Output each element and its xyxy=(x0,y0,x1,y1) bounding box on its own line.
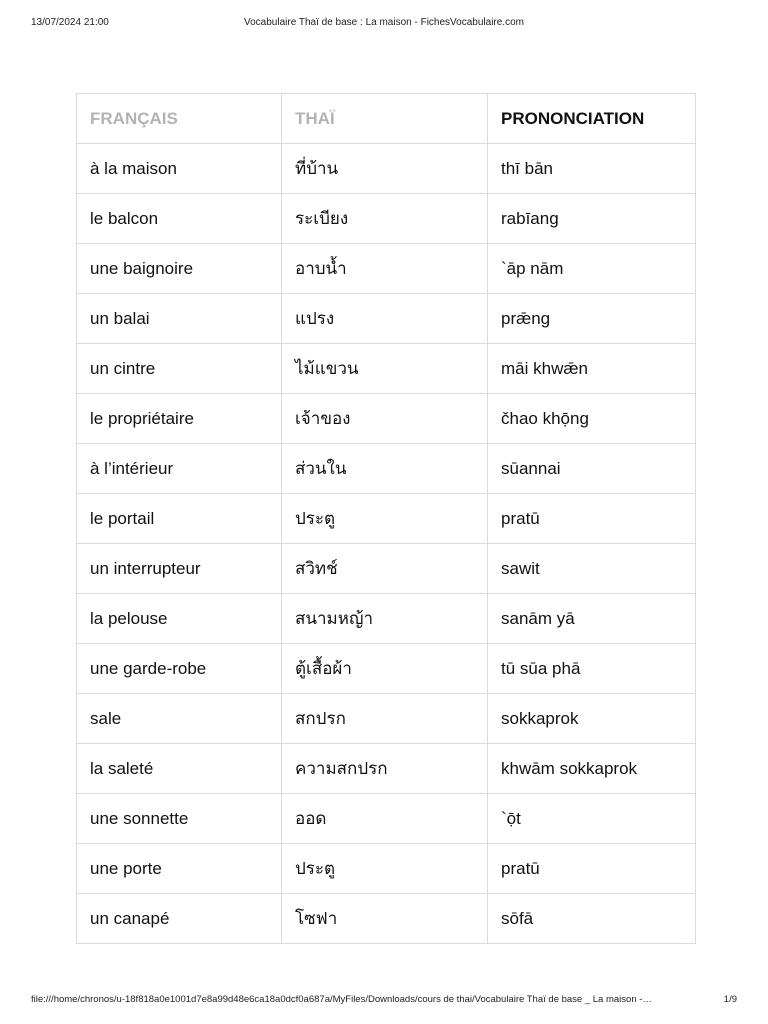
cell-pronunciation: rabīang xyxy=(488,194,696,244)
cell-thai: ประตู xyxy=(282,494,488,544)
cell-pronunciation: khwām sokkaprok xyxy=(488,744,696,794)
cell-pronunciation: thī bān xyxy=(488,144,696,194)
cell-thai: เจ้าของ xyxy=(282,394,488,444)
table-row xyxy=(77,344,696,394)
cell-pronunciation: sōfā xyxy=(488,894,696,944)
cell-french: un canapé xyxy=(77,894,282,944)
table-row xyxy=(77,594,696,644)
cell-thai: ส่วนใน xyxy=(282,444,488,494)
cell-pronunciation: māi khwǣn xyxy=(488,344,696,394)
vocabulary-table xyxy=(76,93,696,944)
cell-pronunciation: tū sūa phā xyxy=(488,644,696,694)
column-header-french: FRANÇAIS xyxy=(77,94,282,144)
cell-french: une garde-robe xyxy=(77,644,282,694)
cell-thai: อาบน้ำ xyxy=(282,244,488,294)
cell-thai: สนามหญ้า xyxy=(282,594,488,644)
cell-french: le propriétaire xyxy=(77,394,282,444)
cell-pronunciation: sokkaprok xyxy=(488,694,696,744)
cell-pronunciation: sūannai xyxy=(488,444,696,494)
table-header-row xyxy=(77,94,696,144)
print-datetime: 13/07/2024 21:00 xyxy=(31,17,109,28)
table-row xyxy=(77,844,696,894)
table-row xyxy=(77,494,696,544)
cell-french: la saleté xyxy=(77,744,282,794)
cell-french: le portail xyxy=(77,494,282,544)
cell-french: sale xyxy=(77,694,282,744)
file-url: file:///home/chronos/u-18f818a0e1001d7e8a99d48e6ca18a0dcf0a687a/MyFiles/Downloads/cours de thai/Vocabulaire Thaï de base _ La maison -… xyxy=(31,994,652,1005)
cell-thai: สกปรก xyxy=(282,694,488,744)
cell-pronunciation: `ọ̄t xyxy=(488,794,696,844)
table-row xyxy=(77,744,696,794)
cell-thai: ออด xyxy=(282,794,488,844)
cell-french: à la maison xyxy=(77,144,282,194)
table-row xyxy=(77,794,696,844)
table-row xyxy=(77,694,696,744)
cell-french: une porte xyxy=(77,844,282,894)
cell-thai: ประตู xyxy=(282,844,488,894)
print-footer xyxy=(31,994,737,1006)
cell-thai: ความสกปรก xyxy=(282,744,488,794)
cell-pronunciation: pratū xyxy=(488,494,696,544)
cell-pronunciation: sanām yā xyxy=(488,594,696,644)
cell-thai: โซฟา xyxy=(282,894,488,944)
cell-french: un interrupteur xyxy=(77,544,282,594)
cell-thai: ระเบียง xyxy=(282,194,488,244)
table-body xyxy=(77,144,696,944)
cell-french: à l’intérieur xyxy=(77,444,282,494)
print-header xyxy=(31,17,737,31)
table-row xyxy=(77,244,696,294)
cell-pronunciation: sawit xyxy=(488,544,696,594)
cell-french: le balcon xyxy=(77,194,282,244)
cell-thai: ไม้แขวน xyxy=(282,344,488,394)
cell-pronunciation: `āp nām xyxy=(488,244,696,294)
table-row xyxy=(77,444,696,494)
cell-french: la pelouse xyxy=(77,594,282,644)
cell-french: une baignoire xyxy=(77,244,282,294)
table-row xyxy=(77,194,696,244)
table-row xyxy=(77,544,696,594)
cell-french: une sonnette xyxy=(77,794,282,844)
table-row xyxy=(77,394,696,444)
cell-thai: ที่บ้าน xyxy=(282,144,488,194)
cell-pronunciation: prǣng xyxy=(488,294,696,344)
cell-pronunciation: čhao khọ̄ng xyxy=(488,394,696,444)
table-row xyxy=(77,894,696,944)
document-title: Vocabulaire Thaï de base : La maison - FichesVocabulaire.com xyxy=(244,17,524,28)
page-number: 1/9 xyxy=(723,994,737,1005)
column-header-thai: THAÏ xyxy=(282,94,488,144)
column-header-pronunciation: PRONONCIATION xyxy=(488,94,696,144)
table-row xyxy=(77,294,696,344)
cell-french: un balai xyxy=(77,294,282,344)
cell-french: un cintre xyxy=(77,344,282,394)
cell-thai: แปรง xyxy=(282,294,488,344)
cell-pronunciation: pratū xyxy=(488,844,696,894)
cell-thai: ตู้เสื้อผ้า xyxy=(282,644,488,694)
cell-thai: สวิทช์ xyxy=(282,544,488,594)
table-row xyxy=(77,644,696,694)
table-row xyxy=(77,144,696,194)
